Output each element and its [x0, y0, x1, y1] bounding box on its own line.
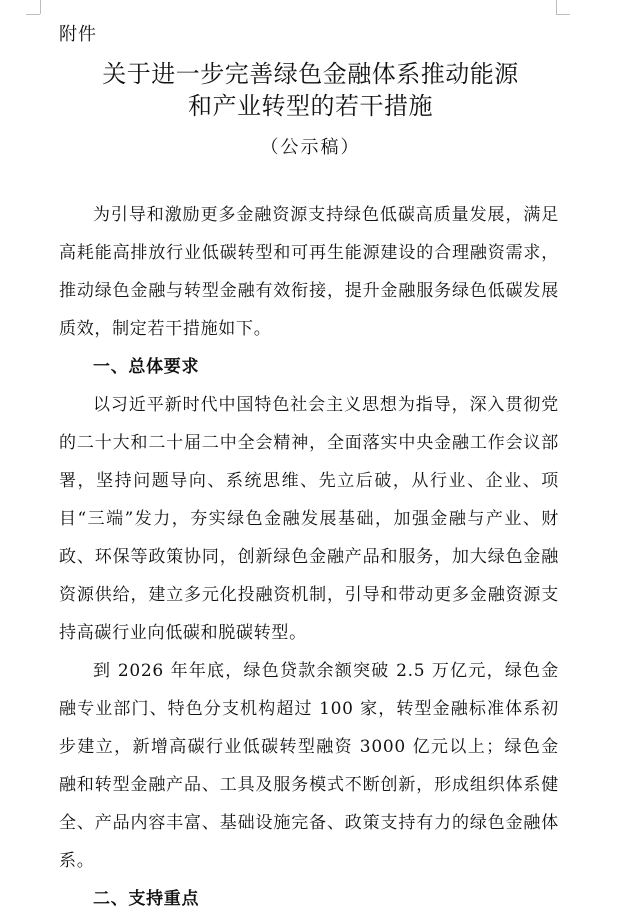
- title-line-2: 和产业转型的若干措施: [188, 92, 433, 120]
- title-line-1: 关于进一步完善绿色金融体系推动能源: [102, 60, 519, 88]
- section-heading-2: 二、支持重点: [93, 889, 200, 909]
- intro-paragraph: 为引导和激励更多金融资源支持绿色低碳高质量发展，满足高耗能高排放行业低碳转型和可再生能源建设的合理融资需求，推动绿色金融与转型金融有效衔接，提升金融服务绿色低碳发展质效，制定若干措施如下。: [59, 205, 559, 339]
- section-1-paragraph-1: 以习近平新时代中国特色社会主义思想为指导，深入贯彻党的二十大和二十届二中全会精神，全面落实中央金融工作会议部署，坚持问题导向、系统思维、先立后破，从行业、企业、项目“三端”发力，夯实绿色金融发展基础，加强金融与产业、财政、环保等政策协同，创新绿色金融产品和服务，加大绿色金融资源供给，建立多元化投融资机制，引导和带动更多金融资源支持高碳行业向低碳和脱碳转型。: [59, 395, 559, 643]
- crop-mark-left-horizontal: [26, 14, 40, 15]
- document-subtitle: （公示稿）: [260, 137, 361, 158]
- crop-mark-right-horizontal: [556, 14, 570, 15]
- crop-mark-right-vertical: [556, 0, 557, 14]
- attachment-label: 附件: [59, 24, 97, 45]
- section-1-paragraph-2: 到 2026 年年底，绿色贷款余额突破 2.5 万亿元，绿色金融专业部门、特色分支机构超过 100 家，转型金融标准体系初步建立，新增高碳行业低碳转型融资 3000 亿元以上；绿色金融和转型金融产品、工具及服务模式不断创新，形成组织体系健全、产品内容丰富、基础设施完备、政策支持有力的绿色金融体系。: [59, 661, 559, 871]
- section-heading-1: 一、总体要求: [93, 357, 200, 377]
- document-body: [59, 196, 559, 918]
- crop-mark-left-vertical: [40, 0, 41, 14]
- document-title: [0, 58, 621, 122]
